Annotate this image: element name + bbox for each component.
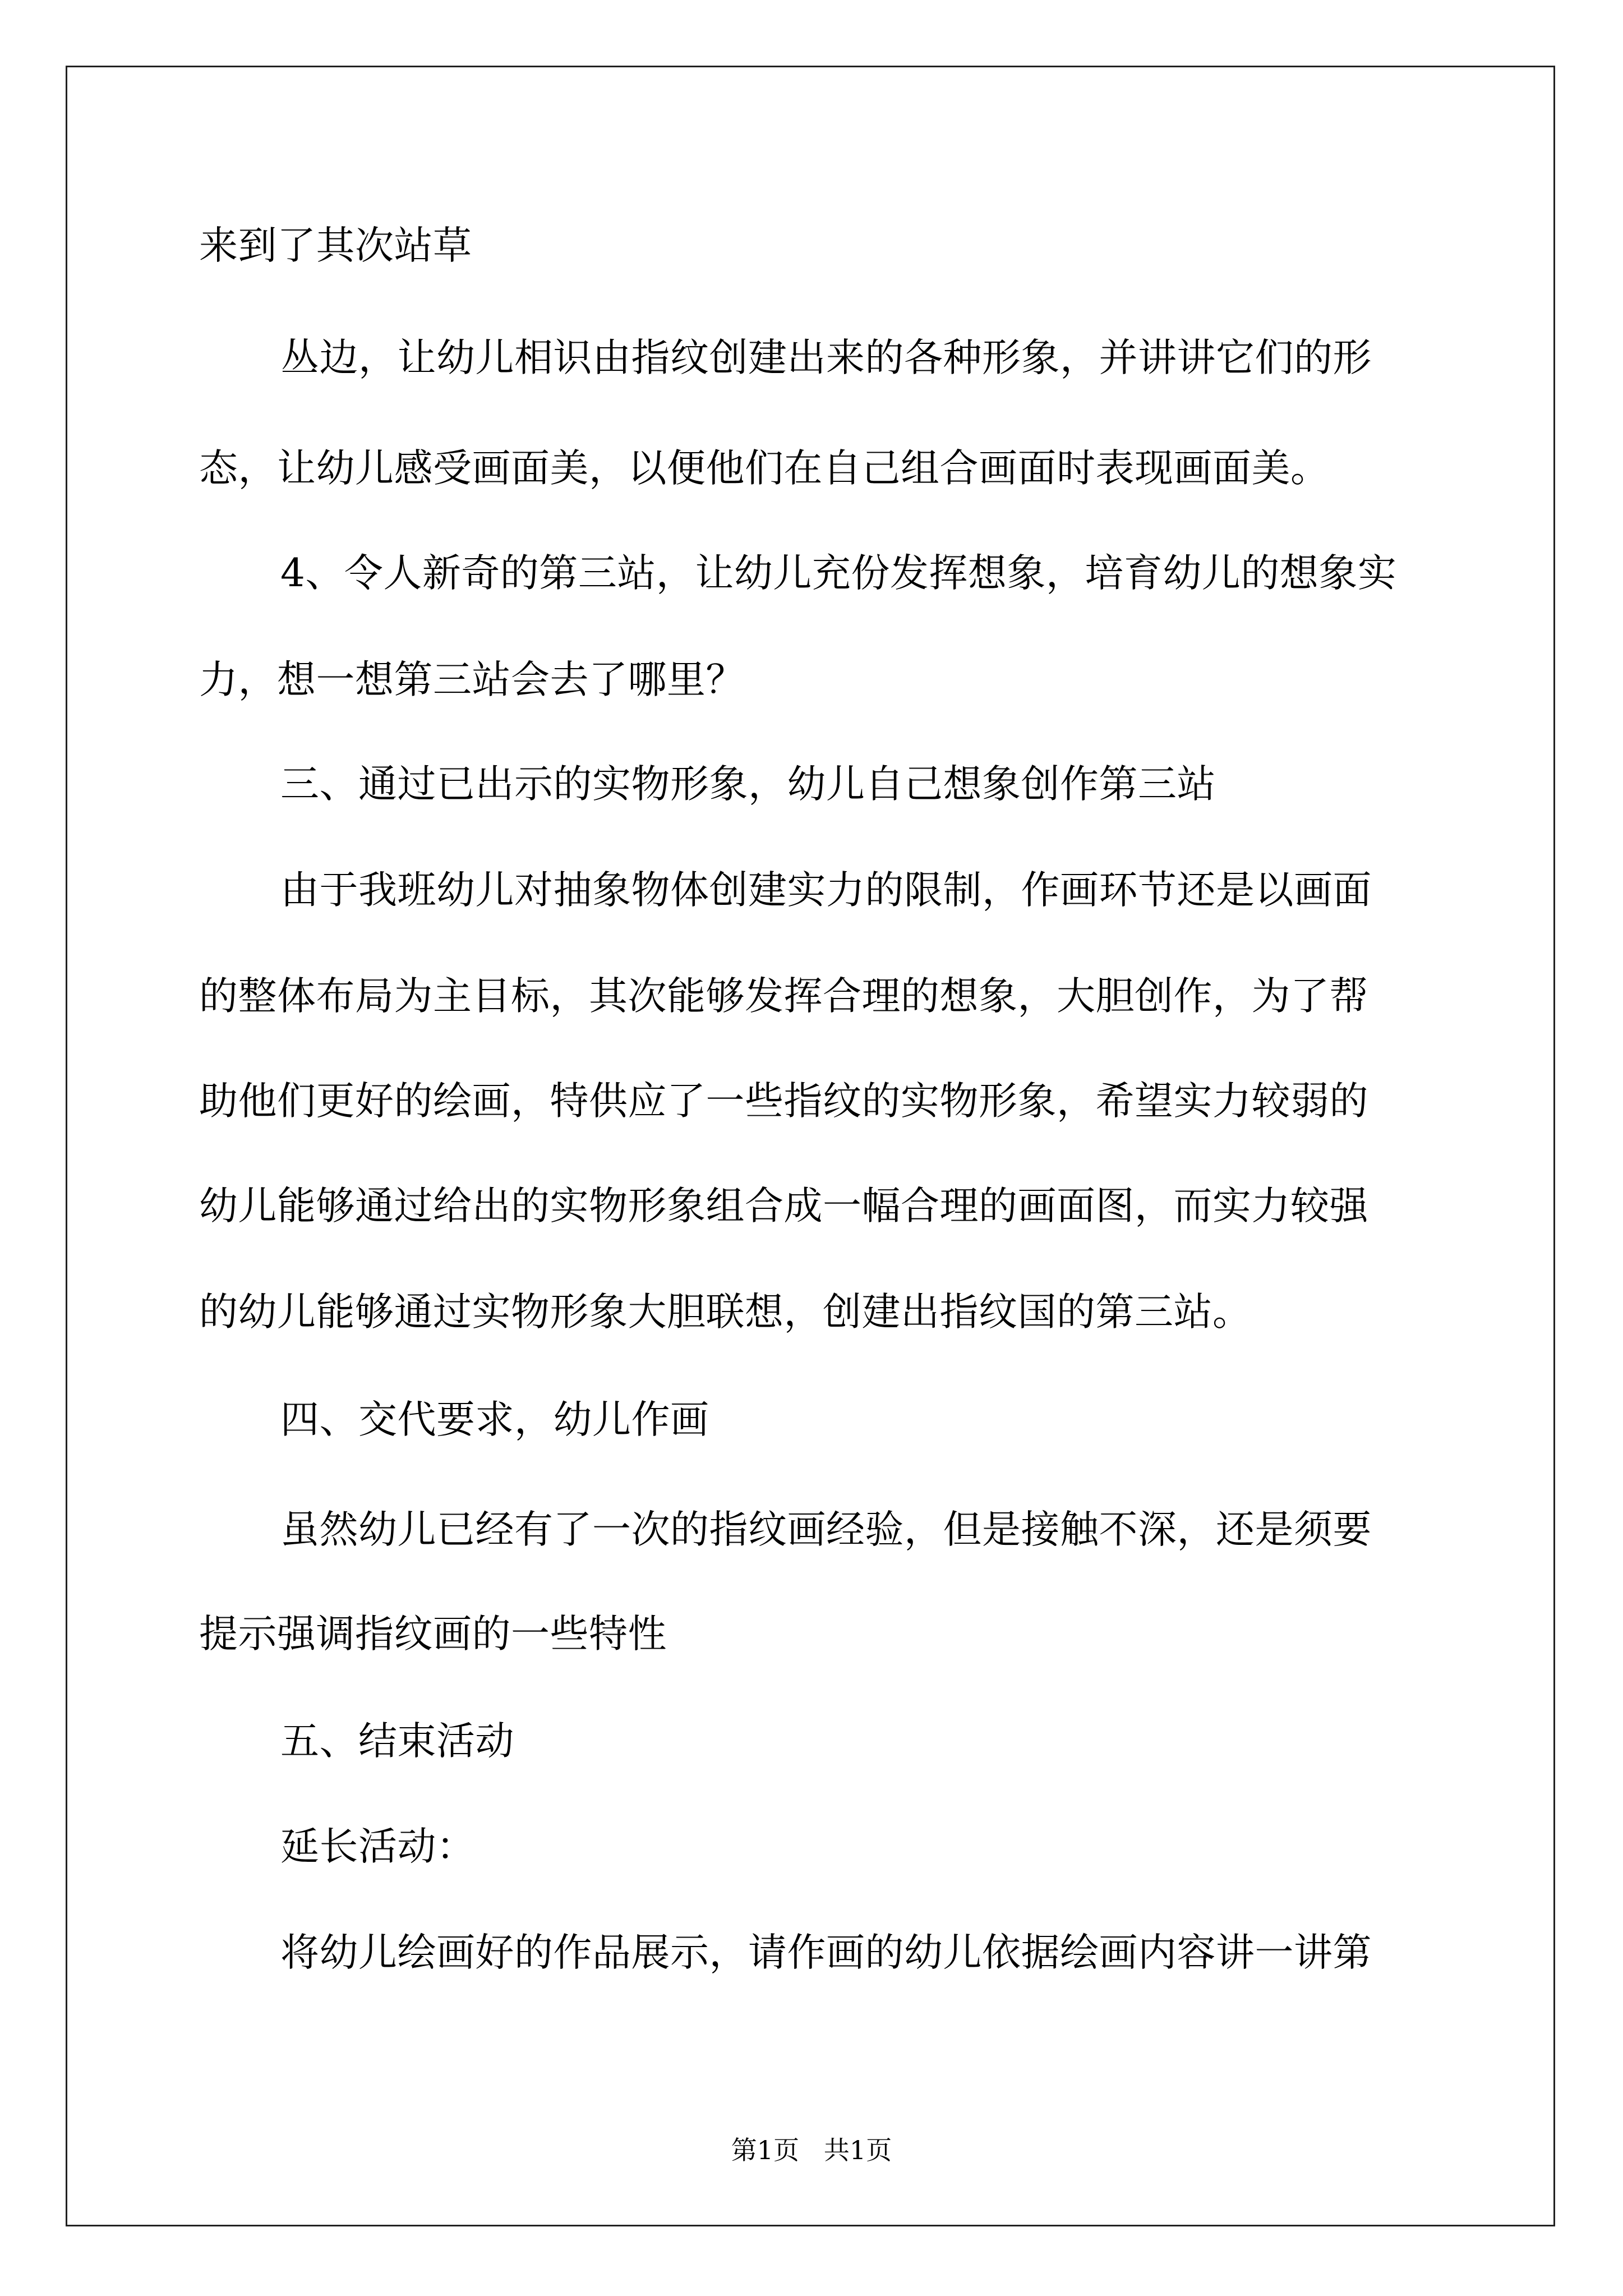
text-line: 4、令人新奇的第三站，让幼儿充份发挥想象，培育幼儿的想象实 bbox=[280, 551, 1397, 596]
text-line: 的幼儿能够通过实物形象大胆联想，创建出指纹国的第三站。 bbox=[199, 1290, 1252, 1335]
text-line: 提示强调指纹画的一些特性 bbox=[199, 1612, 667, 1657]
section-heading: 三、通过已出示的实物形象，幼儿自己想象创作第三站 bbox=[280, 762, 1216, 807]
text-line: 来到了其次站草 bbox=[199, 223, 472, 268]
text-line: 由于我班幼儿对抽象物体创建实力的限制，作画环节还是以画面 bbox=[280, 868, 1372, 913]
page-border bbox=[66, 66, 1555, 2226]
text-line: 虽然幼儿已经有了一次的指纹画经验，但是接触不深，还是须要 bbox=[280, 1507, 1372, 1552]
text-line: 丛边，让幼儿相识由指纹创建出来的各种形象，并讲讲它们的形 bbox=[280, 335, 1372, 380]
section-heading: 四、交代要求，幼儿作画 bbox=[280, 1397, 709, 1442]
page-footer: 第1页 共1页 bbox=[731, 2135, 892, 2165]
text-line: 态，让幼儿感受画面美，以便他们在自己组合画面时表现画面美。 bbox=[199, 446, 1330, 491]
text-line: 的整体布局为主目标，其次能够发挥合理的想象，大胆创作，为了帮 bbox=[199, 974, 1368, 1019]
text-line: 幼儿能够通过给出的实物形象组合成一幅合理的画面图，而实力较强 bbox=[199, 1184, 1368, 1228]
text-line: 将幼儿绘画好的作品展示，请作画的幼儿依据绘画内容讲一讲第 bbox=[280, 1930, 1372, 1975]
text-line: 力，想一想第三站会去了哪里？ bbox=[199, 657, 745, 702]
text-line: 延长活动： bbox=[280, 1824, 476, 1869]
section-heading: 五、结束活动 bbox=[280, 1719, 514, 1764]
text-line: 助他们更好的绘画，特供应了一些指纹的实物形象，希望实力较弱的 bbox=[199, 1079, 1368, 1124]
